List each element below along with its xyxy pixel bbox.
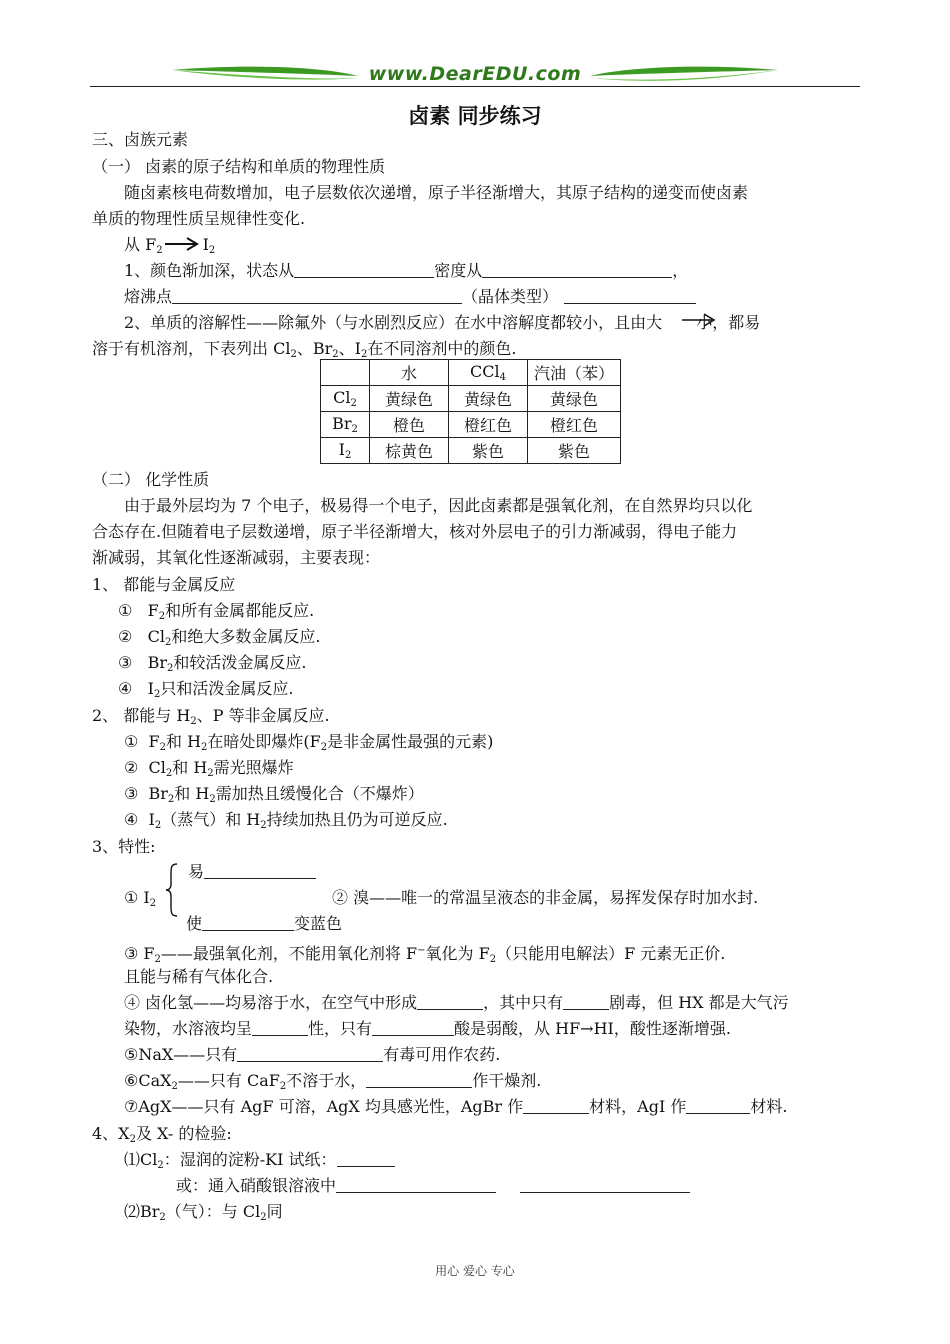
- nax-line: ⑤NaX——只有 有毒可用作农药.: [124, 1045, 501, 1064]
- agx-line: ⑦AgX——只有 AgF 可溶，AgX 均具感光性，AgBr 作 材料，AgI 作 材料.: [124, 1097, 788, 1116]
- hydrogen-halide-line1: ④ 卤化氢——均易溶于水，在空气中形成 ，其中只有 剧毒，但 HX 都是大气污: [124, 993, 789, 1012]
- list-item: ③ $Br_2$和 $H_2$需加热且缓慢化合（不爆炸）: [124, 784, 424, 805]
- cax-blank[interactable]: [366, 1071, 472, 1088]
- bromine-property: ② 溴——唯一的常温呈液态的非金属，易挥发保存时加水封.: [332, 888, 759, 907]
- right-arrow-icon: [163, 236, 203, 252]
- test-heading: 4、$X_2$及 X- 的检验:: [92, 1124, 232, 1145]
- table-header-row: [321, 360, 621, 386]
- list-item: ④ $I_2$只和活泼金属反应.: [118, 679, 294, 700]
- table-cell-element: $I_2$: [321, 438, 370, 464]
- fluorine-line2: 且能与稀有气体化合.: [124, 967, 274, 986]
- iodine-property-blank[interactable]: [204, 862, 316, 879]
- table-cell: 黄绿色: [370, 386, 449, 412]
- hx-acidity-blank[interactable]: [252, 1019, 308, 1036]
- list-item: ① $F_2$和所有金属都能反应.: [118, 601, 315, 622]
- cax-line: ⑥CaX$_2$——只有 CaF$_2$不溶于水， 作干燥剂.: [124, 1071, 542, 1092]
- list-item: ② $Cl_2$和绝大多数金属反应.: [118, 627, 321, 648]
- br2-test-line: $⑵Br_2$（气）：与 $Cl_2$同: [124, 1202, 283, 1223]
- site-url[interactable]: www.DearEDU.com: [368, 63, 582, 85]
- table-row: [321, 412, 621, 438]
- part1-heading: （一） 卤素的原子结构和单质的物理性质: [92, 157, 386, 176]
- site-banner: [90, 62, 860, 88]
- silver-nitrate-blank-1[interactable]: [336, 1176, 496, 1193]
- hydrogen-halide-line2: 染物，水溶液均呈 性，只有 酸是弱酸，从 HF→HI，酸性逐渐增强.: [124, 1019, 731, 1038]
- agbr-blank[interactable]: [523, 1097, 589, 1114]
- melting-point-blank[interactable]: [172, 287, 462, 304]
- table-cell: 黄绿色: [528, 386, 621, 412]
- table-header-cell: 汽油（苯）: [528, 360, 621, 386]
- item1b-line: 熔沸点 （晶体类型）: [124, 287, 696, 307]
- table-cell-element: $Cl_2$: [321, 386, 370, 412]
- large-to-small-arrow-icon: [680, 312, 720, 328]
- item2-line1: 2、单质的溶解性——除氟外（与水剧烈反应）在水中溶解度都较小，且由大 小，都易: [124, 313, 761, 332]
- list-item: ① $F_2$和 $H_2$在暗处即爆炸($F_2$是非金属性最强的元素): [124, 732, 494, 753]
- table-cell-element: $Br_2$: [321, 412, 370, 438]
- table-row: [321, 386, 621, 412]
- list-item: ④ $I_2$（蒸气）和 $H_2$持续加热且仍为可逆反应.: [124, 810, 448, 831]
- chem-para-line2: 合态存在.但随着电子层数递增，原子半径渐增大，核对外层电子的引力渐减弱，得电子能力: [92, 522, 738, 541]
- item2-line2: 溶于有机溶剂，下表列出 $Cl_2$、$Br_2$、$I_2$在不同溶剂中的颜色.: [92, 339, 517, 360]
- table-cell: 紫色: [528, 438, 621, 464]
- list-item: ② $Cl_2$和 $H_2$需光照爆炸: [124, 758, 294, 779]
- part2-heading: （二） 化学性质: [92, 470, 210, 489]
- silver-nitrate-blank-2[interactable]: [520, 1176, 690, 1193]
- table-cell: 橙红色: [528, 412, 621, 438]
- page-title: 卤素 同步练习: [408, 104, 542, 128]
- table-cell: 紫色: [449, 438, 528, 464]
- para1-line1: 随卤素核电荷数增加，电子层数依次递增，原子半径渐增大，其原子结构的递变而使卤素: [124, 183, 749, 202]
- density-blank[interactable]: [482, 261, 672, 278]
- metal-reaction-heading: 1、 都能与金属反应: [92, 575, 236, 594]
- table-cell: 黄绿色: [449, 386, 528, 412]
- table-header-cell: [321, 360, 370, 386]
- table-cell: 橙红色: [449, 412, 528, 438]
- solubility-color-table: [320, 359, 621, 464]
- hx-air-blank[interactable]: [417, 993, 483, 1010]
- para1-line2: 单质的物理性质呈规律性变化.: [92, 209, 306, 228]
- iodine-blue-line: 使 变蓝色: [186, 914, 343, 933]
- state-blank[interactable]: [294, 261, 434, 278]
- from-f2-to-i2: 从 $F_2$ $I_2$: [124, 235, 216, 256]
- hx-toxic-blank[interactable]: [563, 993, 609, 1010]
- hx-weak-acid-blank[interactable]: [372, 1019, 454, 1036]
- table-row: [321, 438, 621, 464]
- cl2-or-line: 或：通入硝酸银溶液中: [176, 1176, 690, 1196]
- table-header-cell: 水: [370, 360, 449, 386]
- ki-paper-blank[interactable]: [337, 1150, 395, 1167]
- special-heading: 3、特性:: [92, 837, 156, 856]
- table-cell: 橙色: [370, 412, 449, 438]
- iodine-starch-blank[interactable]: [202, 914, 294, 931]
- nonmetal-reaction-heading: 2、 都能与 $H_2$、P 等非金属反应.: [92, 706, 330, 727]
- section-heading: 三、卤族元素: [92, 130, 189, 149]
- nax-blank[interactable]: [237, 1045, 383, 1062]
- cl2-test-line: $⑴Cl_2$：湿润的淀粉-KI 试纸：: [124, 1150, 395, 1176]
- fluorine-line1: ③ $F_2——$最强氧化剂，不能用氧化剂将 F−氧化为 $F_2$（只能用电解法）F 元素无正价.: [124, 944, 726, 965]
- item1-line: 1、颜色渐加深，状态从 密度从 ，: [124, 261, 689, 280]
- list-item: ③ $Br_2$和较活泼金属反应.: [118, 653, 307, 674]
- table-cell: 棕黄色: [370, 438, 449, 464]
- chem-para-line1: 由于最外层均为 7 个电子，极易得一个电子，因此卤素都是强氧化剂，在自然界均只以化: [124, 496, 753, 515]
- header-rule: [90, 86, 860, 87]
- left-brace-icon: [164, 862, 180, 918]
- iodine-easy-line: 易: [188, 862, 316, 882]
- table-header-cell: CCl$_4$: [449, 360, 528, 386]
- chem-para-line3: 渐减弱，其氧化性逐渐减弱，主要表现：: [92, 548, 381, 567]
- crystal-type-blank[interactable]: [564, 287, 696, 304]
- iodine-label: ① $I_2$: [124, 888, 157, 909]
- page-footer: 用心 爱心 专心: [435, 1264, 515, 1278]
- agi-blank[interactable]: [686, 1097, 750, 1114]
